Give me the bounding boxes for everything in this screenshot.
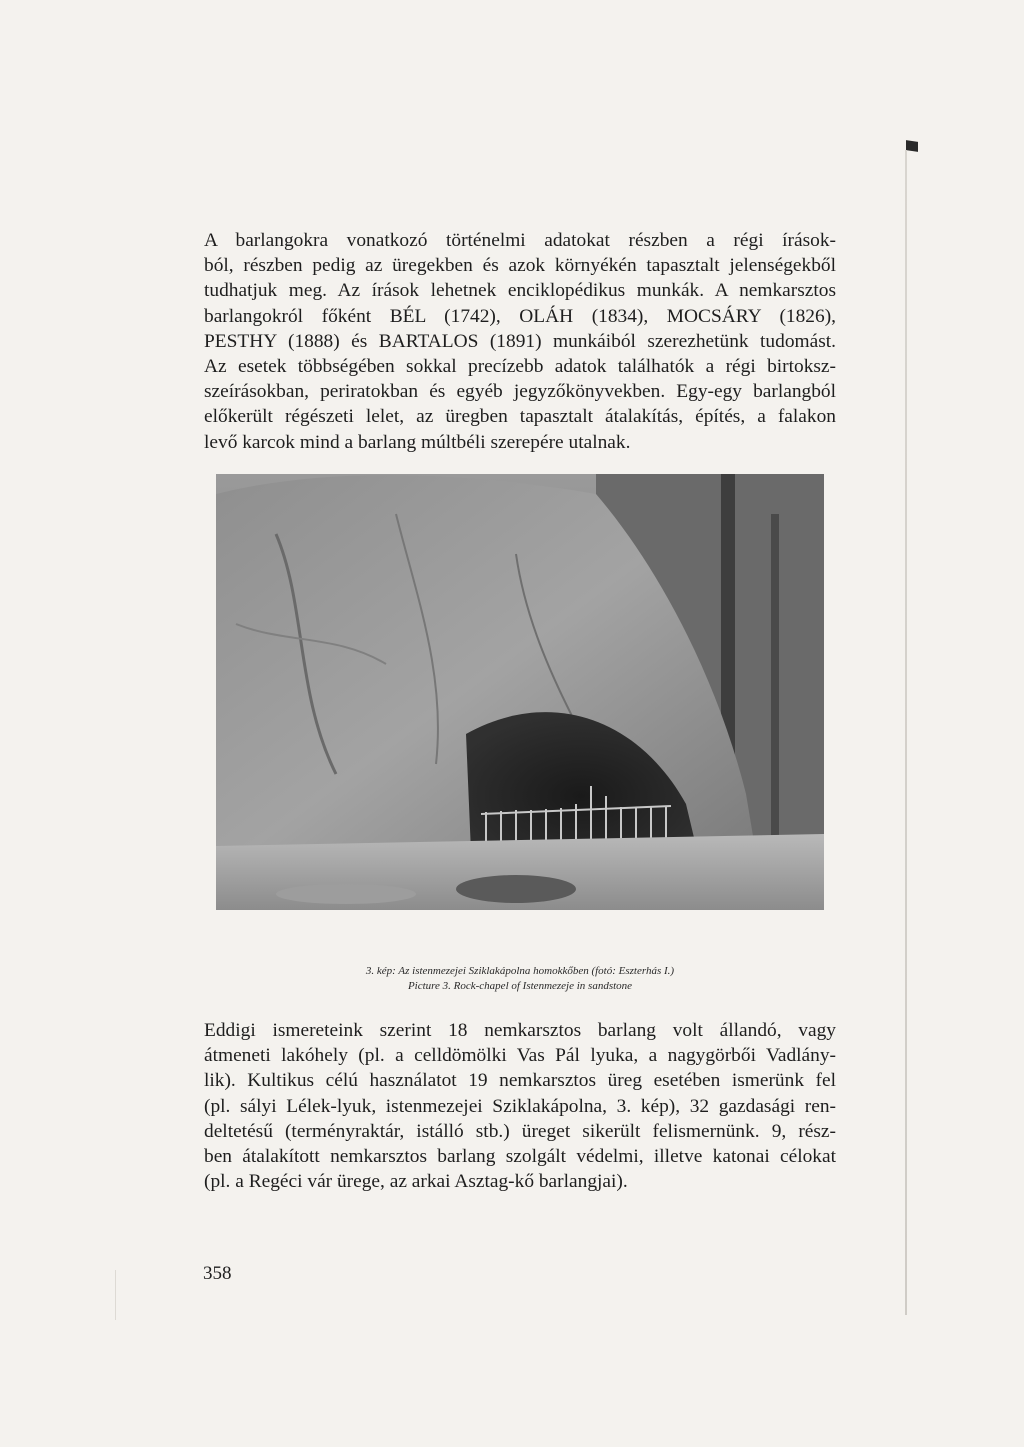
text-line: ból, részben pedig az üregekben és azok környékén tapasztalt jelenségekből	[204, 255, 836, 277]
text-line: levő karcok mind a barlang múltbéli szerepére utalnak.	[204, 431, 631, 453]
caption-hungarian: 3. kép: Az istenmezejei Sziklakápolna homokkőben (fotó: Eszterhás I.)	[365, 965, 675, 977]
text-line: tudhatjuk meg. Az írások lehetnek enciklopédikus munkák. A nemkarsztos	[204, 280, 836, 302]
rock-chapel-photo	[216, 474, 824, 910]
page-edge-shadow	[905, 150, 907, 1315]
text-line: A barlangokra vonatkozó történelmi adatokat részben a régi írások-	[204, 230, 836, 251]
text-line: ben átalakított nemkarsztos barlang szolgált védelmi, illetve katonai célokat	[204, 1146, 836, 1168]
paragraph-history-sources	[204, 228, 836, 455]
text-line: átmeneti lakóhely (pl. a celldömölki Vas Pál lyuka, a nagygörbői Vadlány-	[204, 1045, 836, 1067]
page-corner-mark	[906, 140, 918, 152]
text-line: (pl. sályi Lélek-lyuk, istenmezejei Sziklakápolna, 3. kép), 32 gazdasági ren-	[204, 1095, 836, 1117]
text-line: Eddigi ismereteink szerint 18 nemkarsztos barlang volt állandó, vagy	[204, 1020, 836, 1041]
photo-illustration	[216, 474, 824, 910]
figure-caption	[300, 964, 740, 994]
text-line: (pl. a Regéci vár ürege, az arkai Asztag-kő barlangjai).	[204, 1171, 628, 1193]
text-line: PESTHY (1888) és BARTALOS (1891) munkáiból szerezhetünk tudomást.	[204, 330, 836, 352]
text-line: Az esetek többségében sokkal precízebb adatok találhatók a régi birtoksz-	[204, 356, 836, 378]
caption-english: Picture 3. Rock-chapel of Istenmezeje in sandstone	[407, 980, 633, 992]
text-line: barlangokról főként BÉL (1742), OLÁH (1834), MOCSÁRY (1826),	[204, 305, 836, 327]
text-line: előkerült régészeti lelet, az üregben tapasztalt átalakítás, építés, a falakon	[204, 406, 836, 428]
page-number: 358	[203, 1263, 232, 1284]
text-line: szeírásokban, periratokban és egyéb jegyzőkönyvekben. Egy-egy barlangból	[204, 381, 836, 403]
text-line: deltetésű (terményraktár, istálló stb.) üreget sikerült felismernünk. 9, rész-	[204, 1120, 836, 1142]
paragraph-cave-uses	[204, 1018, 836, 1194]
page-edge-shadow-left	[115, 1270, 116, 1320]
text-line: lik). Kultikus célú használatot 19 nemkarsztos üreg esetében ismerünk fel	[204, 1070, 836, 1092]
